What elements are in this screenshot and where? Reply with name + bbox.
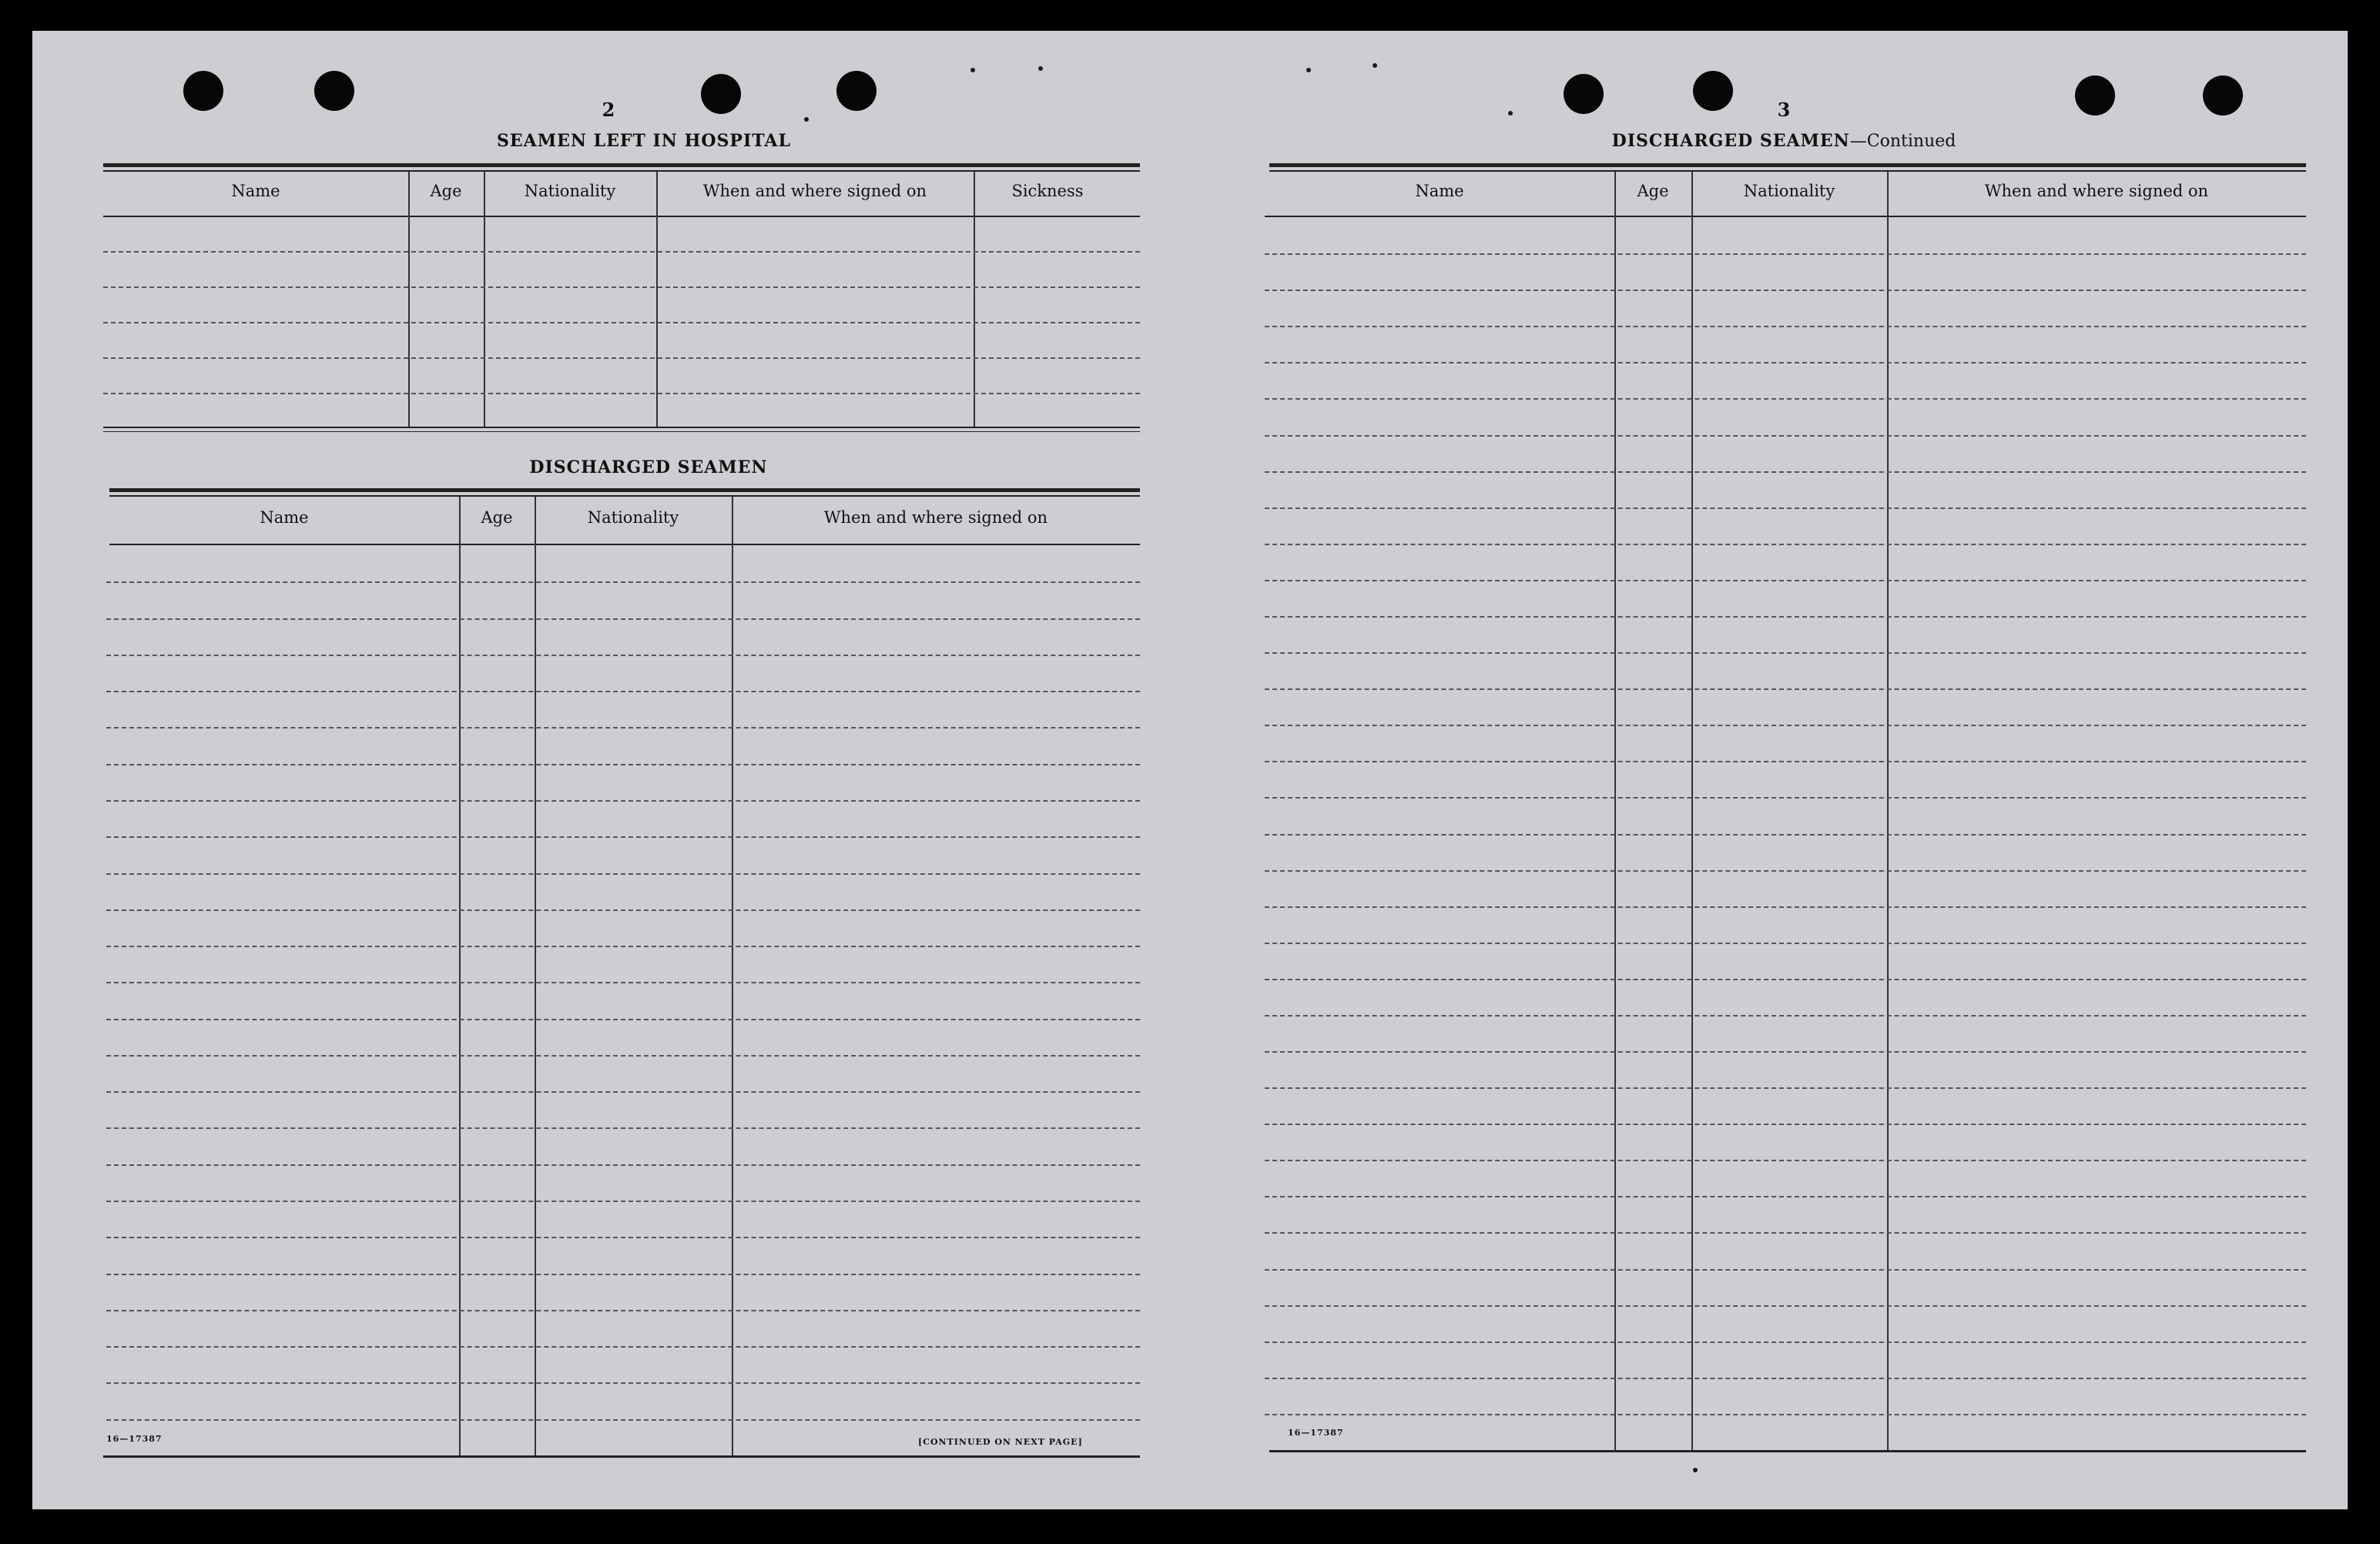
ledger-row-line: [106, 618, 1140, 620]
hospital-col-signed-on: When and where signed on: [702, 182, 927, 200]
punch-hole-3: [701, 74, 741, 114]
ledger-row-line: [106, 655, 1140, 656]
left-page-number: 2: [602, 99, 615, 121]
ledger-row-line: [1265, 1087, 2306, 1089]
ledger-row-line: [106, 691, 1140, 692]
ledger-row-line: [1265, 943, 2306, 944]
ledger-row-line: [106, 873, 1140, 875]
hospital-row-line: [103, 393, 1140, 394]
ledger-row-line: [106, 1419, 1140, 1421]
right-form-number: 16—17387: [1288, 1428, 1344, 1438]
ledger-row-line: [1265, 616, 2306, 618]
discharged-col-divider: [535, 497, 536, 1455]
discharged-col-signed-on: When and where signed on: [823, 508, 1048, 527]
ledger-row-line: [1265, 1378, 2306, 1379]
continued-suffix: —Continued: [1849, 132, 1956, 151]
right-top-rule-thin: [1269, 170, 2306, 172]
ledger-row-line: [1265, 761, 2306, 762]
right-col-age: Age: [1637, 182, 1669, 200]
ledger-row-line: [1265, 688, 2306, 690]
ledger-row-line: [106, 1237, 1140, 1238]
ledger-row-line: [1265, 1305, 2306, 1307]
punch-hole-4: [836, 71, 877, 111]
discharged-bottom-rule: [103, 1455, 1140, 1458]
ledger-row-line: [1265, 471, 2306, 473]
ledger-row-line: [1265, 725, 2306, 726]
hospital-col-divider: [974, 172, 975, 427]
discharged-col-nationality: Nationality: [587, 508, 679, 527]
punch-hole-5: [1564, 74, 1604, 114]
ink-speck: [1508, 111, 1513, 116]
ledger-row-line: [106, 1019, 1140, 1020]
ledger-row-line: [106, 982, 1140, 983]
ledger-row-line: [1265, 326, 2306, 327]
ledger-row-line: [106, 1055, 1140, 1057]
ledger-sheet: [32, 31, 2348, 1509]
hospital-row-line: [103, 357, 1140, 359]
ledger-row-line: [1265, 398, 2306, 400]
discharged-col-divider: [732, 497, 733, 1455]
ink-speck: [804, 117, 809, 122]
ledger-row-line: [106, 800, 1140, 802]
right-bottom-rule: [1269, 1450, 2306, 1452]
ledger-row-line: [106, 1310, 1140, 1311]
ledger-row-line: [1265, 580, 2306, 581]
discharged-col-age: Age: [481, 508, 513, 527]
ledger-row-line: [1265, 652, 2306, 654]
discharged-continued-title-main: DISCHARGED SEAMEN: [1611, 131, 1850, 151]
ledger-row-line: [106, 727, 1140, 728]
ledger-row-line: [1265, 253, 2306, 255]
ledger-row-line: [106, 836, 1140, 838]
ledger-row-line: [106, 581, 1140, 583]
left-form-number: 16—17387: [106, 1434, 163, 1444]
ledger-row-line: [106, 1091, 1140, 1093]
ledger-row-line: [106, 1382, 1140, 1384]
hospital-row-line: [103, 251, 1140, 253]
discharged-table-title: DISCHARGED SEAMEN: [529, 457, 768, 477]
ledger-row-line: [1265, 1414, 2306, 1415]
discharged-col-divider: [459, 497, 461, 1455]
ledger-row-line: [106, 1346, 1140, 1348]
right-col-nationality: Nationality: [1743, 182, 1835, 200]
hospital-header-rule: [103, 216, 1140, 217]
ledger-row-line: [1265, 797, 2306, 799]
ledger-row-line: [1265, 544, 2306, 545]
ledger-row-line: [1265, 1196, 2306, 1197]
continued-note: [CONTINUED ON NEXT PAGE]: [918, 1437, 1083, 1447]
ledger-row-line: [1265, 1051, 2306, 1053]
ledger-row-line: [106, 1201, 1140, 1202]
ink-speck: [1693, 1468, 1698, 1472]
ledger-row-line: [106, 1127, 1140, 1129]
ledger-row-line: [1265, 507, 2306, 509]
discharged-header-rule: [109, 544, 1140, 545]
hospital-row-line: [103, 322, 1140, 323]
discharged-col-name: Name: [260, 508, 309, 527]
hospital-table-top-rule: [103, 163, 1140, 167]
right-col-divider: [1691, 172, 1693, 1450]
ledger-row-line: [106, 946, 1140, 947]
ledger-row-line: [1265, 1015, 2306, 1016]
ledger-row-line: [1265, 906, 2306, 908]
ink-speck: [1306, 68, 1311, 72]
right-col-signed-on: When and where signed on: [1984, 182, 2209, 200]
hospital-col-divider: [408, 172, 410, 427]
ledger-row-line: [1265, 1341, 2306, 1343]
ledger-row-line: [106, 909, 1140, 911]
hospital-bottom-rule-thin: [103, 431, 1140, 432]
hospital-col-nationality: Nationality: [524, 182, 616, 200]
right-col-divider: [1887, 172, 1889, 1450]
ink-speck: [1373, 63, 1377, 68]
ledger-row-line: [1265, 870, 2306, 872]
ledger-row-line: [1265, 362, 2306, 363]
hospital-col-sickness: Sickness: [1011, 182, 1084, 200]
ledger-row-line: [106, 764, 1140, 765]
punch-hole-8: [2203, 75, 2243, 116]
ledger-row-line: [1265, 435, 2306, 437]
ledger-row-line: [106, 1274, 1140, 1275]
ink-speck: [1038, 66, 1043, 71]
punch-hole-7: [2075, 75, 2115, 116]
ledger-row-line: [1265, 1160, 2306, 1161]
hospital-col-divider: [484, 172, 485, 427]
right-page-number: 3: [1777, 99, 1791, 121]
right-header-rule: [1265, 216, 2306, 217]
right-col-name: Name: [1415, 182, 1464, 200]
discharged-continued-title: [1553, 131, 2015, 151]
punch-hole-1: [183, 71, 223, 111]
ledger-row-line: [1265, 290, 2306, 291]
hospital-table-top-rule-thin: [103, 170, 1140, 172]
ledger-row-line: [1265, 979, 2306, 980]
punch-hole-6: [1693, 71, 1733, 111]
ledger-row-line: [1265, 834, 2306, 836]
ledger-row-line: [1265, 1232, 2306, 1234]
hospital-bottom-rule: [103, 427, 1140, 428]
hospital-col-age: Age: [430, 182, 462, 200]
hospital-col-name: Name: [231, 182, 280, 200]
hospital-col-divider: [656, 172, 658, 427]
right-col-divider: [1614, 172, 1616, 1450]
ledger-row-line: [1265, 1269, 2306, 1271]
discharged-top-rule: [109, 488, 1140, 492]
discharged-top-rule-thin: [109, 495, 1140, 497]
ledger-row-line: [106, 1164, 1140, 1166]
punch-hole-2: [314, 71, 354, 111]
right-top-rule: [1269, 163, 2306, 167]
hospital-row-line: [103, 286, 1140, 288]
ledger-row-line: [1265, 1124, 2306, 1125]
hospital-table-title: SEAMEN LEFT IN HOSPITAL: [497, 131, 791, 151]
ink-speck: [970, 68, 975, 72]
